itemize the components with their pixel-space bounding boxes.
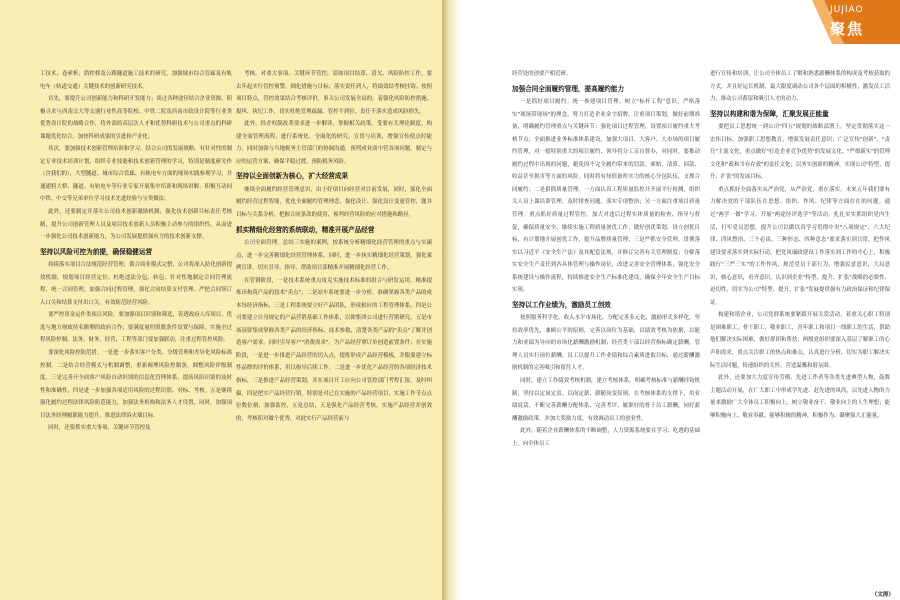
body-paragraph: 进行宣传和培训，让公司全体员工了解和熟悉薪酬体系的构成及考核获取的方式，并且好运长机制，最大限度调动公司各个层面的积极性，激发员工活力，推动公司蓄留和吸引人才的动力。: [710, 71, 890, 103]
text-column-4: [710, 68, 890, 600]
body-paragraph: 工技术、卷索析、鸽控移及公路隧道施工技术的研究，加强城市综合管廊及有轨电车（轨道交通）关键技术的创新研究技术。: [40, 71, 232, 90]
body-paragraph: 按照服务科学化、收入水平市场化、分配完善多元化、激励形式多样化，坚持效率优先、兼顾公平的原则，完善以岗位为基础，以绩效考核为依据，以能力和业绩为导向的市场化薪酬激励机制；经营类干部以经营指标确定薪酬，管理人员实行岗位薪酬；员工以提升工作业绩和综合素质进取目标，通过薪酬激励机制的完善吸引和留住人才。: [512, 315, 700, 372]
section-heading: 坚持以工作业绩为，激励员工创效: [512, 300, 611, 309]
body-paragraph: 此外，还要制定并落实公司技术创新激励机制，强化技术创新目标责任考核制，提升公司创新管理人员及项目技术创新人员积极主动参与的组织性。从而进一步强化公司技术创新能力，为公司发展提供强有力的技术创新支撑。: [40, 209, 232, 241]
body-paragraph: 在管钢阶段，一是技术系统重点攻克实施技术标准的组合与研发运用，精准提炼出构筑产品的技术"卖点"，二是站车系统要进一步分析，准确掌握各类产品的成本每经济指标，三是工程系统要立好产品团队，形成相应的工程管理体系，四是公司要建立自身规定的产品营销基础工作体系，以便集团公司进行营销研究，五是市场部要集成掌握各类产品的经济指标、技术参数，清楚各类产品的"卖点"了解并创造客户需求，同时引导客户"消费需求"，为产品经营拿订单创造前置条件；在实施阶段，一是进一步推进产品经营的切入点，提炼形成产品经营模板，并限要建立标性品牌的评价体系，用以指导后续工作。二是进一步优化产品经营的各项经济技术指标，三是推进产品经营策划，并在项目开工应向公司管控部门考程汇报，及时纠偏，四是把实产品经营行销，特别是对已在实施的产品经营项目，实施工作节点点位数位刻，加强监控，五是总结，五是强化产品经营考核，实施产品经营并创效的，考核积对做个优秀，对此实行产品经营前与: [236, 277, 432, 422]
author-signature: （文涛）: [871, 592, 894, 598]
body-paragraph: 重点抓好全面落实从严治党，从严治党，重在落实。未来五年我们要有力解决党的干部队伍在思想、组织、作风、纪律等方面存在的问题。通过"两学一做"学习，开展"两途径评选学"等活动，扎扎实实抓组织党内生活，打牢党员思想，提升公司以做以真学习贯彻中央"八项规定"、六大纪律、四风整治、三个必谈，三种形态、四种意态"要求落实到日常，把作风建设要求落实到实际行动，把党风廉政建设工作落实到工作的中心上，积极践行"三严三实"的工作作风，规范党员干部行为，增强民意意识，大局意识，核心意识，看齐意识，认识到企业"特型、提升、扩张"战略的必要性、迫切性，切实为公司"特型、提升、扩张"发展提供强有力政治保证和纪律保证。: [710, 186, 890, 306]
body-paragraph: 同时，建立工作绩效考核机制，建立考核体系，明确考核标准与薪酬挂钩机制，坚持以定岗定责、以岗定薪、薪随岗变原则，在考核体系的支撑下，用业绩说话，不断完善薪酬分配体系、完善考评、履职好的骨干员工薪酬，同好薪酬激励政策，并加大奖励力度，有效调动员工的创业性。: [512, 378, 700, 422]
body-paragraph: 首先，要提升公司创新能力和科研开发能力；谈过各种途径结合企业资源，积极寻求与西南交大等交通行业性高等院校、中铁二院及西南市政设计院等行业类优势设计院的战略合作，将外部的高层次人才和优势科研技术与公司重点的科研课题优化结合，加快科研成果的引进和产业化。: [40, 96, 232, 140]
body-paragraph: 要深化风险控防范措。一是进一步落实客户分类、分级管理和差异化风险标准控制。二是结合经营模式与机制调整，重新调理风险控制条，调整风险评级制度，三是完善开全面客户风险自动识别的信息化管理体系，提高风险识别的及时性和准确性，四是进一步加强各项适用风险的过程识别、对标、考核。五是继续强化履约过程法律风险防范能力，加强法务机构和法务人才设置，同时，加强项目法务经理履职能力提升，推进法律诉火墙目标。: [40, 349, 232, 419]
section-heading: 坚持以全面创新为核心，扩大经营成果: [236, 172, 349, 181]
section-tab-pinyin: JUJIAO: [830, 5, 864, 15]
body-paragraph: 继续全面履约经营管理意识，由于好项目向经营对目前发展，同时，强化全面履约经营过程智能，优化全面履约管理理念，强化设计、强化设计变更管控，题并目标与关系分析，把握合同条款的使用，预判经营风险的应对措施和路径。: [236, 186, 432, 218]
body-paragraph: 构建和谐企业，公司党群系统要紧跟开展关爱活动，着重关心职工特别是困难职工，骨干职工，敬业职工，青年职工和项目一线职工的生活，帮助他们解决实际困难，做好群团和帮扶；两级党组织要深入基层了解职工的心声和需求，重点关注职工的热点和难点，认真进行分析，切实为职工解决实际生活问题，传递组织的关怀，营造温馨和谐氛围。: [710, 312, 890, 369]
body-paragraph: 要严控资金运作类项目风险，要加强项目识别和筛选，着透政府人库项目，优选与地方财政持名额剩的政府合作；要满度量控股数条件设置与保障。实施全过程风险控制，法务、财务、经营、工程等部门要加强联动，注重过程管控风险。: [40, 312, 232, 344]
body-paragraph: 经营处的创要产相近研。: [512, 71, 572, 77]
body-paragraph: 公司全面管理，总结三实施的案例，按系统分析精细化经营管理的重点与实碳点，进一步完善精细化经营管理体系，同时，进一步执实精细化经营策划，强化案例宣讲，切实引导、指导、帮助项目部精准开展精细化经营工作。: [236, 240, 432, 272]
section-tab-shape: [720, 0, 900, 44]
text-column-2: [236, 68, 432, 600]
body-paragraph: 此外，还要加大力度宣传劳模、先进工作者等各类先进典型人物，鼓舞主题活动开展，在广大职工中形成学先进、赶先进的风尚，以先进人物的力量来激励广大全体员工积极向上、树立敬业奋干、敬业向上的人生理想；能够积极向上、敬业奉献、能够积极的精神，积极作为、凝聚强大正能量。: [710, 375, 890, 419]
section-tab-title: 聚焦: [830, 20, 865, 38]
section-heading: 抓实精细化经营的系统联动，精准开展产品经营: [236, 225, 375, 234]
body-paragraph: 一是抓好项目履约。统一参建项目管理、树立"标杆工程"意识，严格落实"现场带现场"的理念，努力打造企业金字招牌，注重项目策划，做好前期准备，明确履约管理重点与关键环节；强化项目过程管理，设置项目履约重大考核节点；全面推进业务标准体系建设，加强大项目、大客户、大市场的项目履约管理，对一般特别重大的项目履约，领导将分工亲自督办，对同时，要推动履约过程中出现的问题，避免因不完全履约带来的罚款、索赔、清算、回款、收益甚至损害等方面的风险，同时将有知值备所实力的核心分包队伍，支撑合同履约；二是狠抓质量管理。一方面认真工程质量监控并开展平行检测，组织关人员上课培训管理，及时排查问题，落实专项整治；另一方面注重项目质量管理，重点抓好质量过程管控，加大对违后过程实体质量的检查、指导与督促，确保质量安全，继续实施工程质量创优工作，做好创优策划，设立创优目标，有计划地开展创优工作，提升品牌质量管理；三是严抓安全管理，贯彻落实以习近平《安全生产法》及其配套法规，并修订完善有关管理制度；分解落实安全生产责任到各具体管理与操作岗位，改进完善安全管理体系，强化安全系统建设与操作流程，持续推进安全生产标准化建设，确保全年安全生产目标实现。: [512, 99, 700, 294]
body-paragraph: 此外，经企权制改革要求进一步解读，掌握相关政策，受要有关理论制度，构建全面管理流程，进行系统化、全面化的研究，宣贯与培训，增强宣传使点时能力，同时加强与当地税务主管部门的协调沟通，预判成业商中营各项问题，制定与应的运营方案，确保平稳过渡，预防税务风险。: [236, 121, 432, 165]
section-tab: [720, 0, 900, 44]
left-page: [0, 0, 442, 600]
body-paragraph: 考核，对重大事项、关键环节管控，请如项目结算、清欠、风险防控工作，要去年起实行管控预警，细化措施与目标；落实责任到人，将绩效结考核挂钩。按照项目特点，管控效果结合考核评价，事关公司发展全局的，着强化风险防控措施、报纠、执纪工作，切实杜绝管理疏漏、管控不到位、责任不落实造成风险损失。: [236, 71, 432, 115]
right-page: [462, 0, 900, 600]
page-gutter: [442, 0, 462, 600]
body-paragraph: 要把员工思想统一到公司"四五"规划的战略部署上，坚定贯彻落实这一宏伟目标，加强职工思想教育，增强发展责任意识；广泛宣传"创新"、"责任"主流文化，重点做好"打造企业竞争优势"的发展文化、"严细新实"的管理文化和"政和当有存效"的责任文化；以务实创新的精神，实现公司"特型、提升、扩张"的发展目标。: [710, 124, 890, 181]
section-heading: 加强合同全面履约管理，提高履约能力: [512, 84, 625, 93]
body-paragraph: 持续落实项目合法规范经营管理，锁合商业模式完整，公司将深入防化创新提效机制，规划项目经营定位、杜绝违法分包、转包、针对性地制定合同管理流程，统一合同管理，加强合同过程管理，强化合同结算支付管理、严把合同签订入口关和结算支付出口关，有效防范经营风险。: [40, 262, 232, 306]
body-paragraph: 同时，还要抓实重大事项、关键环节管控及: [48, 425, 151, 432]
section-heading: 坚持以风险可控为前提，确保稳健运营: [40, 247, 153, 256]
section-heading: 坚持以构建和谐为保障，汇聚发展正能量: [710, 109, 829, 118]
body-paragraph: 此外，随着企业薪酬体系的不断调整，人力资源系统要在学习、吃透的基础上，向全体员工: [512, 428, 700, 447]
body-paragraph: 其次，要加强技术创新管理培训和学习。结合公司的发展战略，有针对性的制定专业技术培训计划，组织专业技能和技术创新管理的学习，特别是制度研究作（含我们的），大型隧道、城市综合管廊、有轨电车方面的现场实践参观学习，并通通特大桥、隧道、有轨电车等行业专家开展集中培训和现场讲解，积极互动同中铁、中交等兄弟单位学习技术先进经验与宝贵做法。: [40, 146, 232, 203]
text-column-3: [512, 68, 700, 600]
text-column-1: [40, 68, 232, 600]
